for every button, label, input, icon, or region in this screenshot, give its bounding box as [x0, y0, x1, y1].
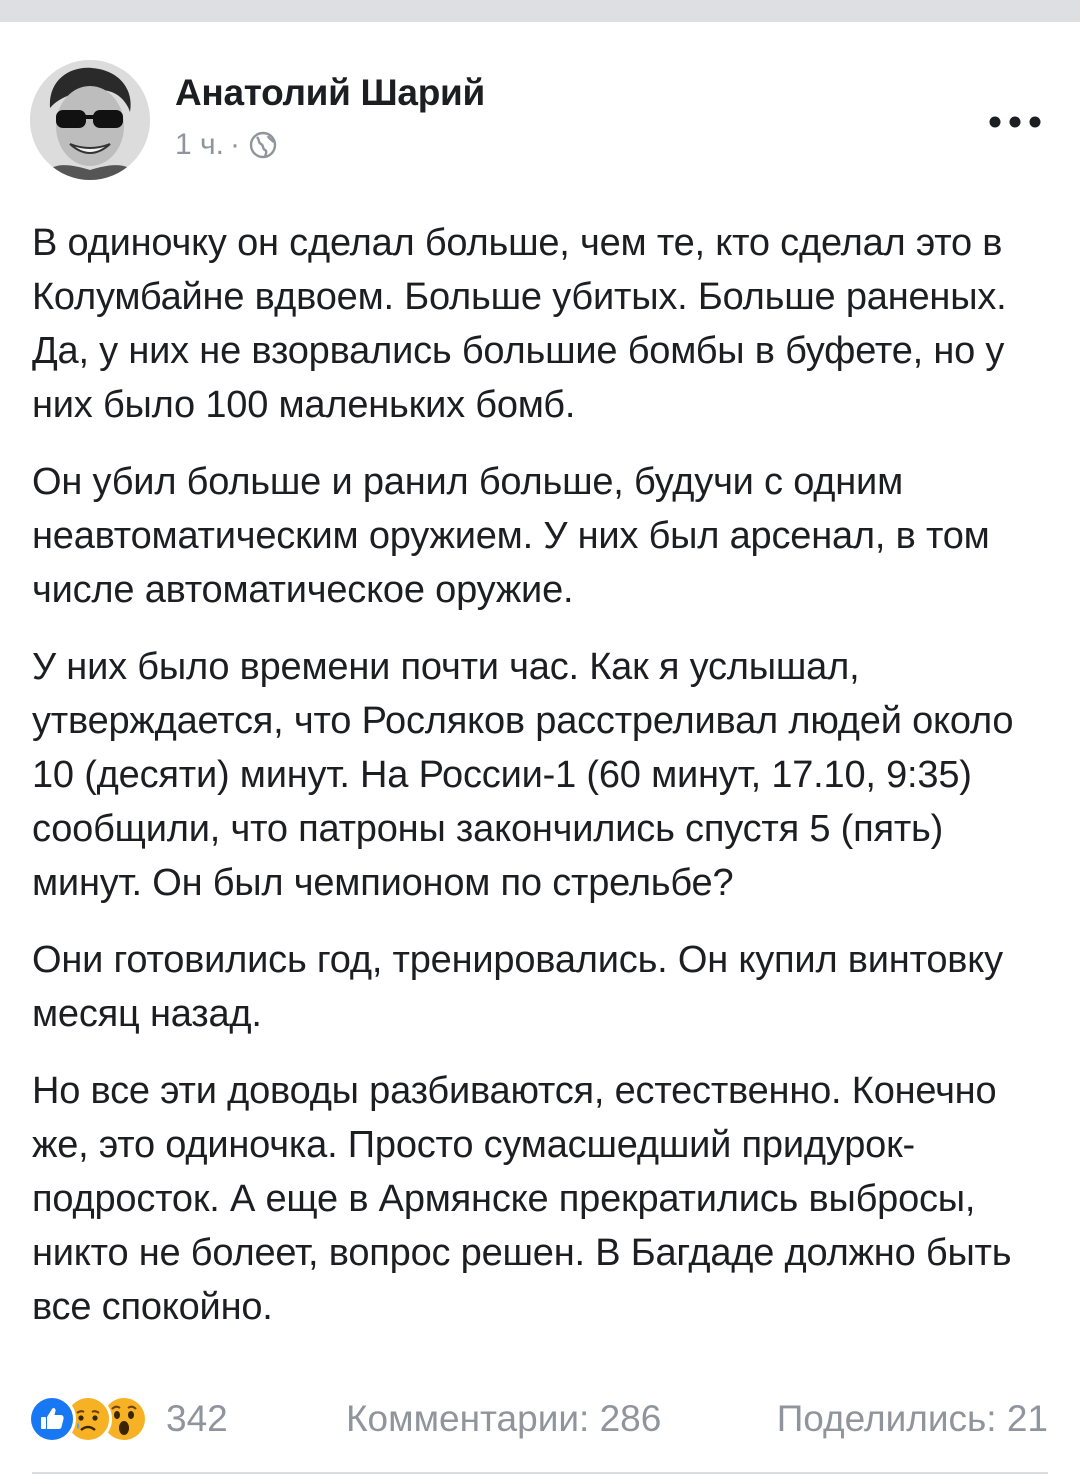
post-paragraph: Но все эти доводы разбиваются, естественно. Конечно же, это одиночка. Просто сумасшедший придурок-подросток. А еще в Армянске прекратились выбросы, никто не болеет, вопрос решен. В Багдаде должно быть все спокойно. — [32, 1070, 1012, 1328]
post-footer — [0, 1392, 1080, 1448]
post-paragraph: В одиночку он сделал больше, чем те, кто сделал это в Колумбайне вдвоем. Больше убитых. Больше раненых. Да, у них не взорвались большие бомбы в буфете, но у них было 100 маленьких бомб. — [32, 222, 1007, 426]
reaction-count: 342 — [166, 1398, 228, 1439]
globe-icon — [248, 130, 278, 160]
avatar[interactable] — [30, 60, 150, 180]
meta-separator: · — [229, 128, 240, 161]
post-time[interactable]: 1 ч. — [175, 128, 224, 161]
more-dots-icon — [987, 115, 1043, 129]
comments-count-link[interactable]: Комментарии: 286 — [346, 1398, 662, 1439]
post-paragraph: Он убил больше и ранил больше, будучи с одним неавтоматическим оружием. У них был арсенал, в том числе автоматическое оружие. — [32, 461, 990, 611]
footer-divider — [32, 1472, 1048, 1474]
shares-count-link[interactable]: Поделились: 21 — [776, 1398, 1048, 1439]
post-meta — [175, 128, 278, 162]
post-paragraph: Они готовились год, тренировались. Он купил винтовку месяц назад. — [32, 939, 1003, 1035]
reactions-summary[interactable] — [28, 1394, 228, 1444]
post-paragraph: У них было времени почти час. Как я услышал, утверждается, что Росляков расстреливал людей около 10 (десяти) минут. На России-1 (60 минут, 17.10, 9:35) сообщили, что патроны закончились спустя 5 (пять) минут. Он был чемпионом по стрельбе? — [32, 646, 1014, 904]
top-strip — [0, 0, 1080, 22]
author-name[interactable]: Анатолий Шарий — [175, 72, 485, 113]
like-icon — [28, 1395, 76, 1443]
avatar-image — [30, 60, 150, 180]
more-options-button[interactable] — [980, 102, 1050, 142]
post-text — [32, 216, 1062, 1357]
post-header — [0, 22, 1080, 192]
post-card — [0, 22, 1080, 1479]
